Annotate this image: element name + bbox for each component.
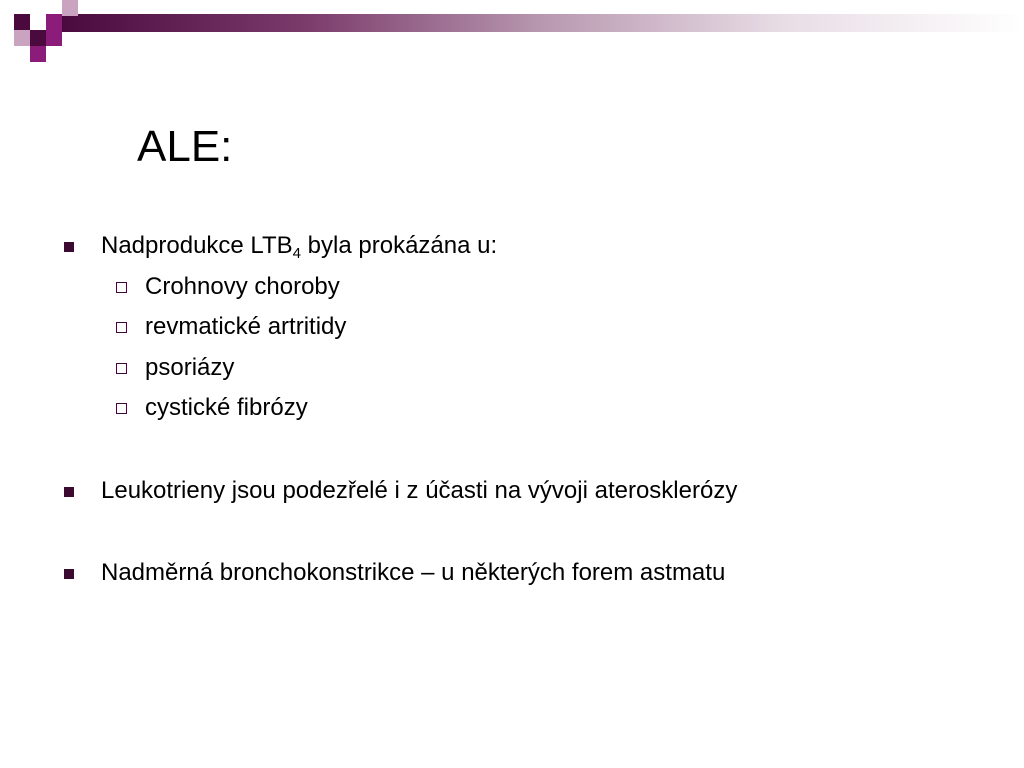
bullet-icon [64,242,74,252]
sub-bullet-icon [116,322,127,333]
sub-bullet-icon [116,282,127,293]
sub-bullet-item: psoriázy [145,354,235,381]
subscript: 4 [292,245,302,262]
sub-bullet-item: cystické fibrózy [145,394,308,421]
sub-bullet-icon [116,403,127,414]
bullet-text: Nadprodukce LTB [101,232,293,259]
bullet-item: Leukotrieny jsou podezřelé i z účasti na vývoji aterosklerózy [101,477,738,504]
slide-title: ALE: [137,122,233,171]
sub-bullet-icon [116,363,127,374]
bullet-icon [64,569,74,579]
bullet-item [101,232,497,260]
bullet-text: byla prokázána u: [301,232,498,259]
bullet-item: Nadměrná bronchokonstrikce – u některých forem astmatu [101,559,726,586]
sub-bullet-item: revmatické artritidy [145,313,347,340]
sub-bullet-item: Crohnovy choroby [145,273,340,300]
bullet-icon [64,487,74,497]
